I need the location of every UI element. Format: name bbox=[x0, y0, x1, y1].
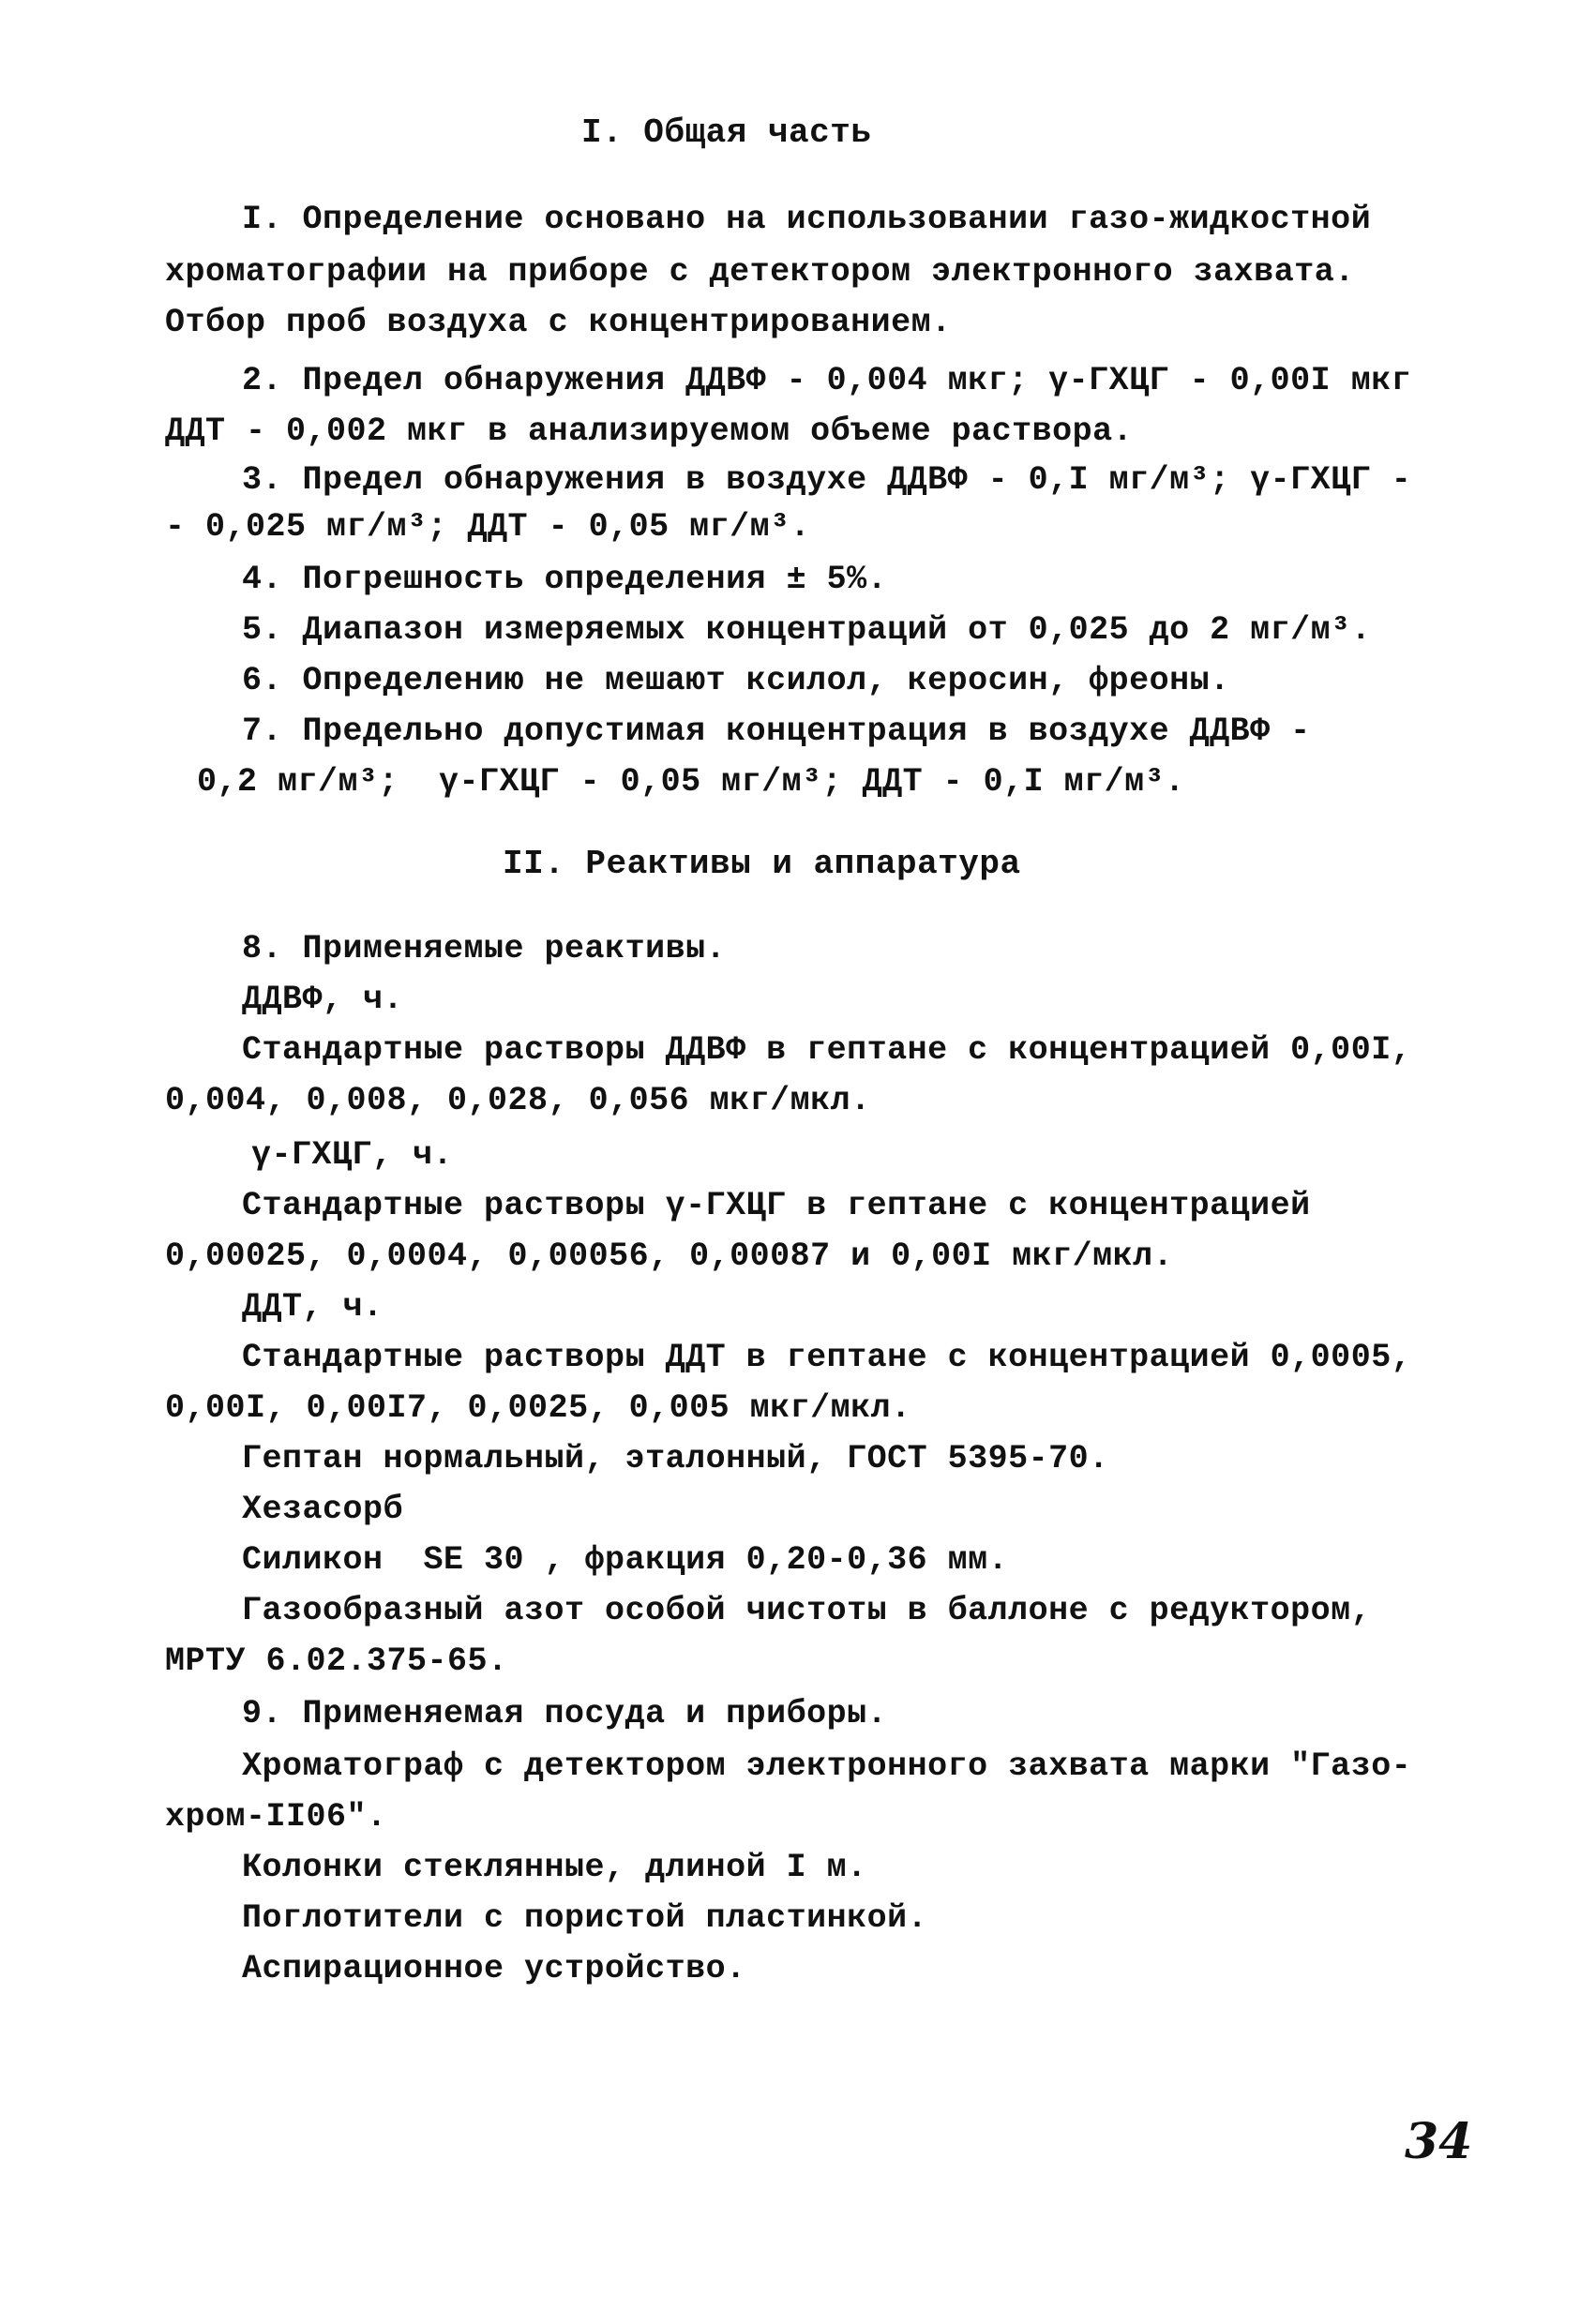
text-line: - 0,025 мг/м³; ДДТ - 0,05 мг/м³. bbox=[165, 508, 811, 546]
text-line: ДДТ, ч. bbox=[242, 1288, 384, 1326]
text-line: γ-ГХЦГ, ч. bbox=[251, 1136, 454, 1174]
text-line: Поглотители с пористой пластинкой. bbox=[242, 1899, 928, 1937]
text-line: 3. Предел обнаружения в воздухе ДДВФ - 0,I мг/м³; γ-ГХЦГ - bbox=[242, 461, 1412, 499]
text-line: 0,2 мг/м³; γ-ГХЦГ - 0,05 мг/м³; ДДТ - 0,I мг/м³. bbox=[197, 763, 1185, 801]
text-line: 2. Предел обнаружения ДДВФ - 0,004 мкг; γ-ГХЦГ - 0,00I мкг bbox=[242, 362, 1412, 399]
text-line: 6. Определению не мешают ксилол, керосин, фреоны. bbox=[242, 662, 1230, 699]
text-line: МРТУ 6.02.375-65. bbox=[165, 1642, 508, 1680]
text-line: хром-II06". bbox=[165, 1798, 387, 1836]
section-1-title: I. Общая часть bbox=[581, 113, 872, 152]
text-line: 4. Погрешность определения ± 5%. bbox=[242, 561, 888, 598]
text-line: Газообразный азот особой чистоты в баллоне с редуктором, bbox=[242, 1592, 1372, 1629]
text-line: Хроматограф с детектором электронного захвата марки "Газо- bbox=[242, 1747, 1412, 1785]
text-line: 5. Диапазон измеряемых концентраций от 0,025 до 2 мг/м³. bbox=[242, 611, 1372, 649]
text-line: ДДВФ, ч. bbox=[242, 981, 404, 1018]
text-line: 7. Предельно допустимая концентрация в воздухе ДДВФ - bbox=[242, 712, 1311, 750]
text-line: Силикон SE 30 , фракция 0,20-0,36 мм. bbox=[242, 1541, 1009, 1579]
text-line: 8. Применяемые реактивы. bbox=[242, 930, 727, 967]
section-2-title: II. Реактивы и аппаратура bbox=[503, 845, 1021, 883]
text-line: Гептан нормальный, эталонный, ГОСТ 5395-70. bbox=[242, 1440, 1109, 1477]
text-line: 0,00I, 0,00I7, 0,0025, 0,005 мкг/мкл. bbox=[165, 1389, 911, 1427]
text-line: хроматографии на приборе с детектором электронного захвата. bbox=[165, 253, 1355, 291]
text-line: I. Определение основано на использовании газо-жидкостной bbox=[242, 201, 1372, 238]
text-line: Стандартные растворы ДДВФ в гептане с концентрацией 0,00I, bbox=[242, 1031, 1412, 1069]
text-line: 0,004, 0,008, 0,028, 0,056 мкг/мкл. bbox=[165, 1082, 871, 1119]
text-line: 9. Применяемая посуда и приборы. bbox=[242, 1695, 888, 1732]
text-line: Колонки стеклянные, длиной I м. bbox=[242, 1849, 867, 1886]
page-number: 34 bbox=[1405, 2113, 1473, 2170]
text-line: Аспирационное устройство. bbox=[242, 1950, 746, 1987]
text-line: Стандартные растворы ДДТ в гептане с концентрацией 0,0005, bbox=[242, 1339, 1412, 1376]
text-line: 0,00025, 0,0004, 0,00056, 0,00087 и 0,00I мкг/мкл. bbox=[165, 1237, 1174, 1275]
text-line: Стандартные растворы γ-ГХЦГ в гептане с концентрацией bbox=[242, 1187, 1311, 1224]
text-line: ДДТ - 0,002 мкг в анализируемом объеме раствора. bbox=[165, 412, 1134, 450]
text-line: Отбор проб воздуха с концентрированием. bbox=[165, 304, 952, 341]
text-line: Хезасорб bbox=[242, 1491, 404, 1528]
